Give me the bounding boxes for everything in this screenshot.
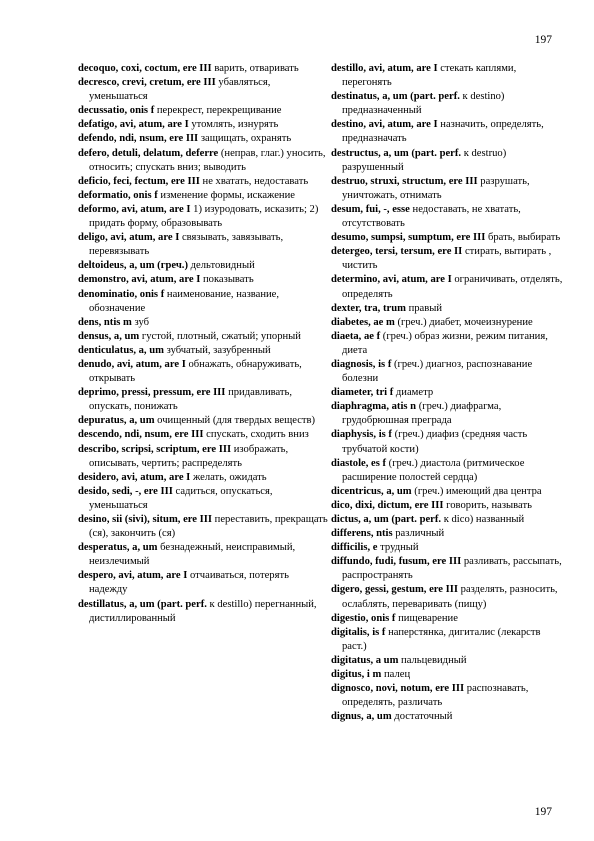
entry-headword: dicentricus, a, um bbox=[331, 485, 412, 497]
dictionary-entry bbox=[78, 62, 328, 76]
entry-headword: determino, avi, atum, are I bbox=[331, 274, 452, 286]
entry-definition: связывать, завязывать, перевязывать bbox=[89, 232, 284, 258]
entry-headword: dens, ntis m bbox=[78, 316, 132, 328]
entry-headword: deltoideus, a, um (греч.) bbox=[78, 260, 188, 272]
dictionary-entry bbox=[331, 147, 563, 175]
entry-headword: dictus, a, um (part. perf. bbox=[331, 514, 442, 525]
entry-headword: destinatus, a, um (part. perf. bbox=[331, 91, 460, 103]
dictionary-entry bbox=[331, 555, 563, 583]
entry-definition: (греч.) образ жизни, режим питания, диета bbox=[342, 330, 548, 356]
dictionary-entry bbox=[78, 386, 328, 414]
dictionary-entry bbox=[331, 90, 563, 118]
entry-headword: decresco, crevi, cretum, ere III bbox=[78, 77, 216, 89]
entry-definition: не хватать, недоставать bbox=[199, 175, 309, 187]
entry-headword: diabetes, ae m bbox=[331, 316, 395, 328]
entry-headword: diaphysis, is f bbox=[331, 429, 392, 441]
entry-definition: к destillo) перегнанный, дистиллированный bbox=[89, 598, 317, 624]
entry-definition: говорить, называть bbox=[443, 499, 532, 511]
dictionary-entry bbox=[331, 231, 563, 245]
entry-headword: dignus, a, um bbox=[331, 711, 392, 723]
entry-headword: dignosco, novi, notum, ere III bbox=[331, 683, 465, 695]
entry-headword: destruo, struxi, structum, ere III bbox=[331, 175, 478, 187]
entry-definition: палец bbox=[381, 669, 411, 681]
entry-headword: descendo, ndi, nsum, ere III bbox=[78, 429, 204, 441]
page-number-bottom: 197 bbox=[534, 806, 552, 818]
entry-headword: desidero, avi, atum, are I bbox=[78, 471, 191, 483]
entry-definition: недоставать, не хватать, отсутствовать bbox=[342, 203, 521, 230]
entry-headword: desido, sedi, -, ere III bbox=[78, 485, 173, 497]
dictionary-entry bbox=[331, 682, 563, 710]
entry-definition: наименование, название, обозначение bbox=[89, 288, 280, 314]
entry-definition: ограничивать, отделять, определять bbox=[342, 274, 563, 300]
entry-definition: к dico) названный bbox=[441, 514, 525, 525]
entry-definition: 1) изуродовать, исказить; 2) придать форму, образовывать bbox=[89, 203, 319, 230]
entry-definition: защищать, охранять bbox=[198, 133, 292, 145]
entry-headword: densus, a, um bbox=[78, 330, 140, 342]
entry-headword: deprimo, pressi, pressum, ere III bbox=[78, 387, 226, 399]
dictionary-entry bbox=[78, 118, 328, 132]
dictionary-entry bbox=[331, 654, 563, 668]
entry-headword: depuratus, a, um bbox=[78, 415, 155, 427]
dictionary-entry bbox=[78, 288, 328, 316]
entry-definition: (греч.) диафрагма, грудобрюшная преграда bbox=[342, 401, 502, 427]
dictionary-entry bbox=[331, 62, 563, 90]
dictionary-entry bbox=[78, 443, 328, 471]
entry-headword: digero, gessi, gestum, ere III bbox=[331, 584, 459, 596]
entry-definition: садиться, опускаться, уменьшаться bbox=[89, 485, 273, 511]
entry-headword: destillo, avi, atum, are I bbox=[331, 63, 438, 74]
entry-headword: dexter, tra, trum bbox=[331, 302, 406, 314]
entry-definition: спускать, сходить вниз bbox=[203, 429, 309, 441]
dictionary-entry bbox=[331, 457, 563, 485]
page-number-top: 197 bbox=[534, 34, 552, 46]
dictionary-entry bbox=[331, 527, 563, 541]
entry-headword: denudo, avi, atum, are I bbox=[78, 358, 186, 370]
entry-definition: различный bbox=[392, 528, 445, 540]
dictionary-entry bbox=[78, 76, 328, 104]
dictionary-entry bbox=[331, 400, 563, 428]
dictionary-entry bbox=[78, 330, 328, 344]
dictionary-entry bbox=[78, 513, 328, 541]
entry-definition: разделять, разносить, ослаблять, переваривать (пищу) bbox=[342, 584, 558, 610]
entry-headword: destructus, a, um (part. perf. bbox=[331, 147, 462, 159]
dictionary-entry bbox=[78, 203, 328, 231]
dictionary-entry bbox=[78, 471, 328, 485]
entry-headword: diaphragma, atis n bbox=[331, 401, 417, 413]
dictionary-entry bbox=[78, 316, 328, 330]
dictionary-entry bbox=[78, 259, 328, 273]
entry-headword: diameter, tri f bbox=[331, 387, 394, 399]
dictionary-entry bbox=[331, 499, 563, 513]
entry-definition: достаточный bbox=[391, 711, 453, 723]
dictionary-entry bbox=[331, 612, 563, 626]
entry-headword: diagnosis, is f bbox=[331, 358, 392, 370]
dictionary-entry bbox=[78, 231, 328, 259]
dictionary-entry bbox=[78, 569, 328, 597]
entry-definition: диаметр bbox=[393, 387, 434, 399]
dictionary-entry bbox=[331, 541, 563, 555]
dictionary-entry bbox=[331, 175, 563, 203]
entry-definition: очищенный (для твердых веществ) bbox=[154, 415, 316, 427]
entry-definition: стекать каплями, перегонять bbox=[342, 63, 517, 89]
entry-headword: despero, avi, atum, are I bbox=[78, 570, 188, 582]
dictionary-entry bbox=[78, 541, 328, 569]
dictionary-entry bbox=[78, 132, 328, 146]
entry-definition: густой, плотный, сжатый; упорный bbox=[139, 330, 301, 342]
entry-definition: пальцевидный bbox=[398, 654, 467, 666]
entry-definition: брать, выбирать bbox=[485, 232, 561, 244]
dictionary-entry bbox=[78, 598, 328, 626]
dictionary-entry bbox=[331, 245, 563, 273]
entry-definition: безнадежный, неисправимый, неизлечимый bbox=[89, 542, 296, 568]
entry-definition: изменение формы, искажение bbox=[157, 189, 295, 201]
dictionary-entry bbox=[331, 302, 563, 316]
entry-headword: demonstro, avi, atum, are I bbox=[78, 274, 201, 286]
dictionary-entry bbox=[78, 175, 328, 189]
entry-definition: правый bbox=[405, 302, 443, 314]
entry-headword: deligo, avi, atum, are I bbox=[78, 232, 180, 244]
entry-definition: стирать, вытирать , чистить bbox=[342, 246, 552, 272]
dictionary-entry bbox=[331, 316, 563, 330]
entry-headword: destino, avi, atum, are I bbox=[331, 119, 438, 131]
entry-headword: defatigo, avi, atum, are I bbox=[78, 119, 189, 131]
entry-headword: detergeo, tersi, tersum, ere II bbox=[331, 246, 463, 258]
entry-headword: defendo, ndi, nsum, ere III bbox=[78, 133, 199, 145]
entry-headword: deficio, feci, fectum, ere III bbox=[78, 175, 200, 187]
right-column bbox=[331, 62, 563, 724]
entry-definition: разрушать, уничтожать, отнимать bbox=[342, 175, 530, 201]
entry-headword: desumo, sumpsi, sumptum, ere III bbox=[331, 232, 486, 244]
dictionary-entry bbox=[331, 513, 563, 527]
entry-headword: describo, scripsi, scriptum, ere III bbox=[78, 443, 232, 455]
left-column bbox=[78, 62, 328, 626]
entry-definition: трудный bbox=[377, 542, 419, 554]
entry-definition: обнажать, обнаруживать, открывать bbox=[89, 358, 302, 385]
dictionary-entry bbox=[331, 626, 563, 654]
entry-definition: перекрест, перекрещивание bbox=[154, 105, 282, 117]
dictionary-entry bbox=[331, 583, 563, 611]
dictionary-entry bbox=[331, 668, 563, 682]
entry-headword: dico, dixi, dictum, ere III bbox=[331, 499, 444, 511]
entry-headword: defero, detuli, delatum, deferre bbox=[78, 147, 219, 159]
entry-headword: desum, fui, -, esse bbox=[331, 203, 410, 215]
entry-headword: destillatus, a, um (part. perf. bbox=[78, 598, 207, 610]
entry-headword: diaeta, ae f bbox=[331, 330, 381, 342]
entry-definition: изображать, описывать, чертить; распределять bbox=[89, 443, 289, 469]
entry-definition: (неправ, глаг.) уносить, относить; спускать вниз; выводить bbox=[89, 147, 326, 173]
dictionary-entry bbox=[78, 344, 328, 358]
entry-definition: назначить, определять, предназначать bbox=[342, 119, 544, 145]
dictionary-entry bbox=[331, 710, 563, 724]
dictionary-entry bbox=[331, 428, 563, 456]
entry-definition: (греч.) диафиз (средняя часть трубчатой кости) bbox=[342, 429, 528, 455]
entry-headword: desperatus, a, um bbox=[78, 542, 158, 554]
entry-definition: варить, отваривать bbox=[211, 63, 299, 74]
entry-headword: digitalis, is f bbox=[331, 626, 386, 638]
dictionary-entry bbox=[331, 273, 563, 301]
entry-definition: дельтовидный bbox=[188, 260, 255, 272]
entry-definition: к destino) предназначенный bbox=[342, 91, 505, 117]
dictionary-entry bbox=[331, 203, 563, 231]
entry-definition: разливать, рассыпать, распространять bbox=[342, 556, 562, 582]
entry-headword: digitatus, a um bbox=[331, 654, 399, 666]
entry-definition: переставить, прекращать (ся), закончить (ся) bbox=[89, 514, 328, 540]
dictionary-entry bbox=[78, 414, 328, 428]
entry-headword: decoquo, coxi, coctum, ere III bbox=[78, 63, 212, 74]
dictionary-entry bbox=[331, 485, 563, 499]
entry-headword: desino, sii (sivi), situm, ere III bbox=[78, 514, 212, 525]
entry-headword: decussatio, onis f bbox=[78, 105, 155, 117]
entry-definition: (греч.) диабет, мочеизнурение bbox=[394, 316, 533, 328]
entry-headword: differens, ntis bbox=[331, 528, 393, 540]
dictionary-entry bbox=[78, 104, 328, 118]
dictionary-entry bbox=[78, 428, 328, 442]
entry-definition: убавляться, уменьшаться bbox=[89, 77, 271, 103]
dictionary-entry bbox=[331, 386, 563, 400]
entry-definition: утомлять, изнурять bbox=[188, 119, 279, 131]
entry-headword: denominatio, onis f bbox=[78, 288, 165, 300]
entry-headword: deformatio, onis f bbox=[78, 189, 158, 201]
dictionary-entry bbox=[331, 118, 563, 146]
entry-definition: пищеварение bbox=[395, 612, 458, 624]
dictionary-entry bbox=[331, 358, 563, 386]
entry-headword: diffundo, fudi, fusum, ere III bbox=[331, 556, 462, 568]
entry-definition: наперстянка, дигиталис (лекарств раст.) bbox=[342, 626, 541, 652]
entry-headword: diastole, es f bbox=[331, 457, 387, 469]
entry-definition: желать, ожидать bbox=[190, 471, 267, 483]
entry-definition: (греч.) диастола (ритмическое расширение полостей сердца) bbox=[342, 457, 525, 483]
entry-definition: зубчатый, зазубренный bbox=[163, 344, 271, 356]
dictionary-entry bbox=[78, 273, 328, 287]
entry-definition: к destruo) разрушенный bbox=[342, 147, 507, 173]
entry-definition: зуб bbox=[131, 316, 150, 328]
dictionary-entry bbox=[331, 330, 563, 358]
entry-headword: denticulatus, a, um bbox=[78, 344, 164, 356]
entry-headword: digitus, i m bbox=[331, 669, 382, 681]
dictionary-entry bbox=[78, 358, 328, 386]
entry-headword: deformo, avi, atum, are I bbox=[78, 203, 191, 215]
entry-definition: распознавать, определять, различать bbox=[342, 683, 529, 709]
entry-headword: difficilis, e bbox=[331, 542, 378, 554]
dictionary-entry bbox=[78, 147, 328, 175]
dictionary-entry bbox=[78, 189, 328, 203]
dictionary-entry bbox=[78, 485, 328, 513]
entry-definition: придавливать, опускать, понижать bbox=[89, 387, 293, 413]
entry-headword: digestio, onis f bbox=[331, 612, 396, 624]
entry-definition: показывать bbox=[200, 274, 254, 286]
entry-definition: (греч.) диагноз, распознавание болезни bbox=[342, 358, 533, 385]
entry-definition: (греч.) имеющий два центра bbox=[411, 485, 542, 497]
entry-definition: отчаиваться, потерять надежду bbox=[89, 570, 289, 596]
